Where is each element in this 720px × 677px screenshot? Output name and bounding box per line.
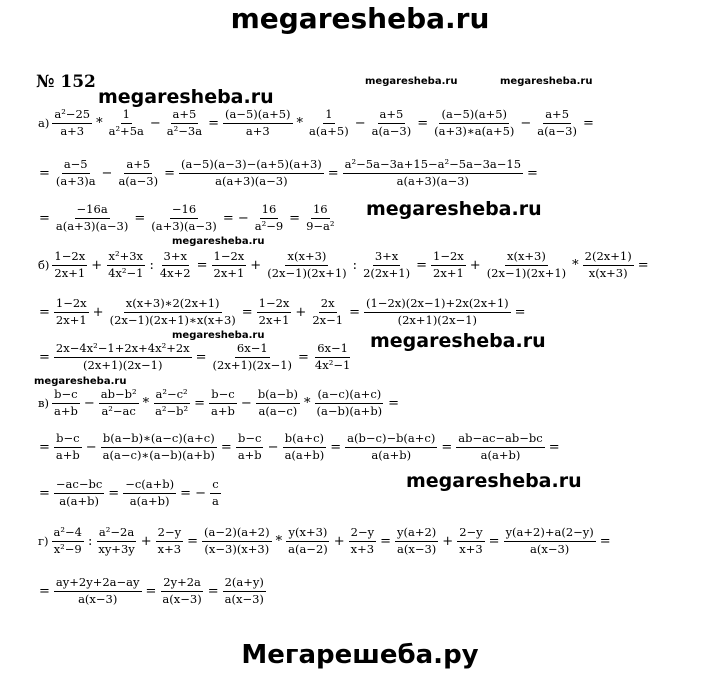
fraction: [53, 158, 99, 189]
operator: =: [220, 439, 232, 455]
numerator: 6x−1: [315, 342, 350, 358]
operator: =: [39, 583, 50, 599]
denominator: a(a−3): [371, 123, 412, 138]
operator: :: [87, 533, 93, 549]
numerator: b(a−b): [256, 388, 300, 404]
operator: =: [195, 349, 207, 365]
fraction: [208, 388, 238, 419]
fraction: [209, 478, 222, 509]
operator: =: [39, 349, 50, 365]
fraction: [53, 576, 143, 607]
operator: −: [83, 395, 95, 411]
operator: =: [187, 533, 199, 549]
numerator: (a−5)(a+5): [439, 108, 509, 124]
numerator: y(a+2): [395, 526, 438, 542]
operator: =: [380, 533, 392, 549]
denominator: a(a−c): [258, 403, 298, 418]
operator: =: [330, 439, 342, 455]
denominator: a+3: [60, 123, 85, 138]
numerator: y(x+3): [286, 526, 329, 542]
operator: −: [101, 165, 113, 181]
equation-line: [36, 203, 337, 234]
denominator: a(a+b): [129, 493, 170, 508]
denominator: (a+3)(a−3): [151, 218, 217, 233]
problem-number: № 152: [36, 72, 96, 92]
operator: +: [91, 257, 103, 273]
fraction: [53, 297, 90, 328]
numerator: 2−y: [457, 526, 484, 542]
denominator: a(a+3)(a−3): [396, 173, 470, 188]
equation-line: [36, 432, 563, 463]
denominator: a+b: [53, 403, 78, 418]
denominator: 2x−1: [312, 312, 344, 327]
equation-line: [36, 576, 267, 607]
operator: =: [416, 257, 428, 273]
numerator: b(a+c): [283, 432, 326, 448]
equation-line: [36, 297, 529, 328]
numerator: b−c: [236, 432, 263, 448]
numerator: a²−2a: [97, 526, 136, 542]
operator: +: [92, 304, 104, 320]
numerator: 6x−1: [235, 342, 270, 358]
fraction: [264, 250, 349, 281]
operator: =: [327, 165, 339, 181]
fraction: [211, 250, 248, 281]
operator: =: [164, 165, 175, 181]
denominator: xy+3y: [98, 541, 135, 556]
watermark: megaresheba.ru: [365, 76, 458, 87]
numerator: (a−c)(a+c): [315, 388, 383, 404]
fraction: [100, 432, 218, 463]
fraction: [360, 250, 413, 281]
denominator: a+3: [245, 123, 270, 138]
fraction: [98, 388, 140, 419]
part-label: а): [38, 116, 50, 131]
operator: =: [145, 583, 157, 599]
denominator: a+b: [211, 403, 235, 418]
denominator: 2(2x+1): [363, 265, 411, 280]
watermark: megaresheba.ru: [34, 376, 127, 387]
fraction: [363, 297, 512, 328]
denominator: x+3: [350, 541, 375, 556]
denominator: (a+3)∗a(a+5): [434, 123, 515, 138]
denominator: a+b: [55, 447, 80, 462]
denominator: 4x+2: [159, 265, 191, 280]
numerator: 2−y: [156, 526, 183, 542]
numerator: a+5: [378, 108, 406, 124]
numerator: 16: [260, 203, 279, 219]
operator: −: [354, 115, 366, 131]
denominator: (2x+1)(2x−1): [83, 357, 163, 372]
denominator: a: [212, 493, 219, 508]
numerator: 2(2x+1): [583, 250, 634, 266]
numerator: 2x−4x²−1+2x+4x²+2x: [54, 342, 192, 358]
fraction: [159, 576, 204, 607]
operator: −: [240, 395, 252, 411]
equation-line: [36, 250, 652, 281]
fraction: [222, 576, 267, 607]
fraction: [152, 388, 191, 419]
operator: :: [149, 257, 154, 273]
denominator: 2x+1: [433, 265, 464, 280]
fraction: [53, 342, 193, 373]
fraction: [456, 526, 485, 557]
numerator: y(a+2)+a(2−y): [504, 526, 596, 542]
numerator: c: [210, 478, 220, 494]
operator: −: [149, 115, 161, 131]
fraction: [107, 297, 239, 328]
fraction: [148, 203, 220, 234]
numerator: b−c: [52, 388, 79, 404]
operator: =: [582, 115, 594, 131]
numerator: 1: [323, 108, 334, 124]
site-title-top: megaresheba.ru: [230, 2, 490, 35]
operator: =: [599, 533, 611, 549]
fraction: [115, 158, 161, 189]
operator: :: [352, 257, 358, 273]
numerator: a+5: [543, 108, 571, 124]
fraction: [51, 388, 81, 419]
denominator: (2x−1)(2x+1)∗x(x+3): [109, 312, 236, 327]
operator: =: [488, 533, 500, 549]
fraction: [53, 478, 105, 509]
denominator: 9−a²: [306, 218, 335, 233]
operator: = −: [180, 485, 207, 501]
fraction: [201, 526, 273, 557]
operator: −: [267, 439, 279, 455]
fraction: [252, 203, 286, 234]
numerator: a²−c²: [154, 388, 190, 404]
denominator: 2x+1: [55, 312, 87, 327]
denominator: a(a−2): [288, 541, 328, 556]
operator: =: [637, 257, 649, 273]
numerator: −c(a+b): [123, 478, 176, 494]
fraction: [484, 250, 569, 281]
equation-line: [36, 108, 597, 139]
fraction: [455, 432, 545, 463]
denominator: a(a−3): [537, 123, 577, 138]
fraction: [306, 108, 352, 139]
numerator: a²−5a−3a+15−a²−5a−3a−15: [343, 158, 523, 174]
denominator: (2x+1)(2x−1): [397, 312, 478, 327]
operator: =: [289, 210, 301, 226]
operator: =: [207, 583, 219, 599]
denominator: a(x−3): [78, 591, 118, 606]
denominator: (a+3)a: [55, 173, 96, 188]
numerator: a−5: [62, 158, 90, 174]
numerator: 2(a+y): [223, 576, 266, 592]
fraction: [95, 526, 137, 557]
numerator: a+5: [171, 108, 199, 124]
fraction: [164, 108, 205, 139]
denominator: a(x−3): [530, 541, 570, 556]
operator: =: [241, 304, 253, 320]
operator: *: [142, 395, 150, 411]
operator: =: [194, 395, 206, 411]
numerator: a(b−c)−b(a+c): [345, 432, 437, 448]
equation-line: [36, 478, 222, 509]
numerator: 3+x: [162, 250, 189, 266]
fraction: [210, 342, 295, 373]
denominator: a²−3a: [166, 123, 203, 138]
operator: *: [296, 115, 304, 131]
operator: *: [96, 115, 103, 131]
denominator: (x−3)(x+3): [204, 541, 270, 556]
numerator: ab−b²: [99, 388, 139, 404]
fraction: [534, 108, 580, 139]
denominator: (2x−1)(2x+1): [267, 265, 347, 280]
numerator: x(x+3): [505, 250, 548, 266]
fraction: [503, 526, 597, 557]
fraction: [430, 250, 467, 281]
numerator: b−c: [209, 388, 236, 404]
denominator: a+b: [237, 447, 262, 462]
numerator: 1−2x: [52, 250, 87, 266]
operator: +: [295, 304, 307, 320]
operator: +: [140, 533, 152, 549]
fraction: [51, 108, 93, 139]
numerator: ab−ac−ab−bc: [456, 432, 544, 448]
numerator: a²−4: [52, 526, 84, 542]
operator: =: [349, 304, 360, 320]
numerator: (a−5)(a−3)−(a+5)(a+3): [179, 158, 324, 174]
watermark: megaresheba.ru: [406, 470, 582, 492]
operator: =: [527, 165, 538, 181]
numerator: 1−2x: [212, 250, 247, 266]
operator: *: [304, 395, 311, 411]
denominator: a(a+3)(a−3): [215, 173, 288, 188]
operator: −: [85, 439, 97, 455]
operator: *: [572, 257, 579, 273]
watermark: megaresheba.ru: [172, 236, 265, 247]
equation-line: [36, 342, 353, 373]
operator: =: [39, 165, 50, 181]
operator: =: [514, 304, 526, 320]
operator: +: [250, 257, 262, 273]
numerator: x²+3x: [107, 250, 146, 266]
numerator: x(x+3): [285, 250, 328, 266]
numerator: b(a−b)∗(a−c)(a+c): [101, 432, 217, 448]
numerator: 2−y: [349, 526, 376, 542]
denominator: a²−9: [254, 218, 284, 233]
fraction: [235, 432, 265, 463]
operator: =: [39, 485, 50, 501]
denominator: a(a+3)(a−3): [55, 218, 129, 233]
fraction: [178, 158, 325, 189]
fraction: [582, 250, 635, 281]
fraction: [256, 297, 293, 328]
denominator: (2x−1)(2x+1): [486, 265, 567, 280]
operator: +: [333, 533, 345, 549]
denominator: a(x−3): [397, 541, 437, 556]
denominator: a(x−3): [162, 591, 202, 606]
operator: =: [441, 439, 453, 455]
fraction: [51, 526, 85, 557]
operator: =: [196, 257, 208, 273]
operator: *: [275, 533, 283, 549]
denominator: x+3: [459, 541, 483, 556]
operator: =: [417, 115, 429, 131]
denominator: a²−ac: [101, 403, 136, 418]
operator: =: [208, 115, 219, 131]
numerator: (a−5)(a+5): [223, 108, 293, 124]
numerator: −16a: [75, 203, 110, 219]
denominator: (2x+1)(2x−1): [212, 357, 293, 372]
operator: =: [548, 439, 560, 455]
part-label: в): [38, 396, 49, 411]
denominator: a²+5a: [108, 123, 144, 138]
equation-line: [36, 526, 614, 557]
operator: =: [134, 210, 146, 226]
operator: =: [108, 485, 120, 501]
denominator: 4x²−1: [314, 357, 351, 372]
fraction: [369, 108, 415, 139]
fraction: [342, 158, 524, 189]
denominator: 2x+1: [213, 265, 245, 280]
numerator: ay+2y+2a−ay: [54, 576, 142, 592]
site-title-bottom: Мегарешеба.ру: [241, 640, 479, 670]
part-label: б): [38, 258, 50, 273]
denominator: a²−b²: [155, 403, 189, 418]
operator: −: [520, 115, 532, 131]
operator: =: [39, 304, 50, 320]
numerator: 1: [121, 108, 132, 124]
fraction: [106, 108, 147, 139]
numerator: x(x+3)∗2(2x+1): [124, 297, 222, 313]
numerator: 1−2x: [257, 297, 292, 313]
denominator: (a−b)(a+b): [316, 403, 383, 418]
operator: +: [469, 257, 481, 273]
numerator: −16: [170, 203, 198, 219]
denominator: a(a+b): [480, 447, 521, 462]
fraction: [53, 203, 131, 234]
operator: = −: [222, 210, 249, 226]
denominator: a(a−c)∗(a−b)(a+b): [102, 447, 215, 462]
fraction: [312, 342, 353, 373]
numerator: −ac−bc: [54, 478, 104, 494]
operator: =: [388, 395, 400, 411]
fraction: [53, 432, 83, 463]
fraction: [155, 526, 184, 557]
numerator: 1−2x: [54, 297, 89, 313]
fraction: [222, 108, 294, 139]
fraction: [255, 388, 301, 419]
watermark: megaresheba.ru: [500, 76, 593, 87]
fraction: [157, 250, 194, 281]
fraction: [51, 250, 88, 281]
numerator: 2y+2a: [161, 576, 203, 592]
denominator: 4x²−1: [108, 265, 144, 280]
watermark: megaresheba.ru: [370, 330, 546, 352]
fraction: [314, 388, 386, 419]
numerator: 16: [311, 203, 330, 219]
fraction: [431, 108, 517, 139]
fraction: [282, 432, 328, 463]
denominator: 2x+1: [54, 265, 86, 280]
denominator: a(a−3): [118, 173, 159, 188]
numerator: 2x: [319, 297, 337, 313]
denominator: a(a+b): [371, 447, 412, 462]
denominator: x(x+3): [588, 265, 628, 280]
fraction: [285, 526, 331, 557]
fraction: [105, 250, 146, 281]
denominator: a(a+5): [309, 123, 349, 138]
watermark: megaresheba.ru: [172, 330, 265, 341]
denominator: a(x−3): [224, 591, 264, 606]
operator: =: [298, 349, 309, 365]
operator: =: [39, 439, 50, 455]
numerator: b−c: [54, 432, 81, 448]
numerator: (1−2x)(2x−1)+2x(2x+1): [364, 297, 511, 313]
denominator: a(a+b): [284, 447, 325, 462]
numerator: 1−2x: [431, 250, 466, 266]
denominator: x+3: [157, 541, 182, 556]
fraction: [122, 478, 177, 509]
fraction: [303, 203, 337, 234]
equation-line: [36, 388, 402, 419]
watermark: megaresheba.ru: [366, 198, 542, 220]
numerator: 3+x: [373, 250, 400, 266]
operator: +: [442, 533, 454, 549]
numerator: a²−25: [52, 108, 92, 124]
denominator: a(a+b): [59, 493, 99, 508]
numerator: a+5: [124, 158, 152, 174]
watermark: megaresheba.ru: [98, 86, 274, 108]
part-label: г): [38, 534, 49, 549]
denominator: x²−9: [53, 541, 82, 556]
fraction: [344, 432, 438, 463]
fraction: [394, 526, 439, 557]
numerator: (a−2)(a+2): [202, 526, 272, 542]
denominator: 2x+1: [258, 312, 290, 327]
fraction: [309, 297, 346, 328]
equation-line: [36, 158, 541, 189]
fraction: [348, 526, 377, 557]
operator: =: [39, 210, 50, 226]
